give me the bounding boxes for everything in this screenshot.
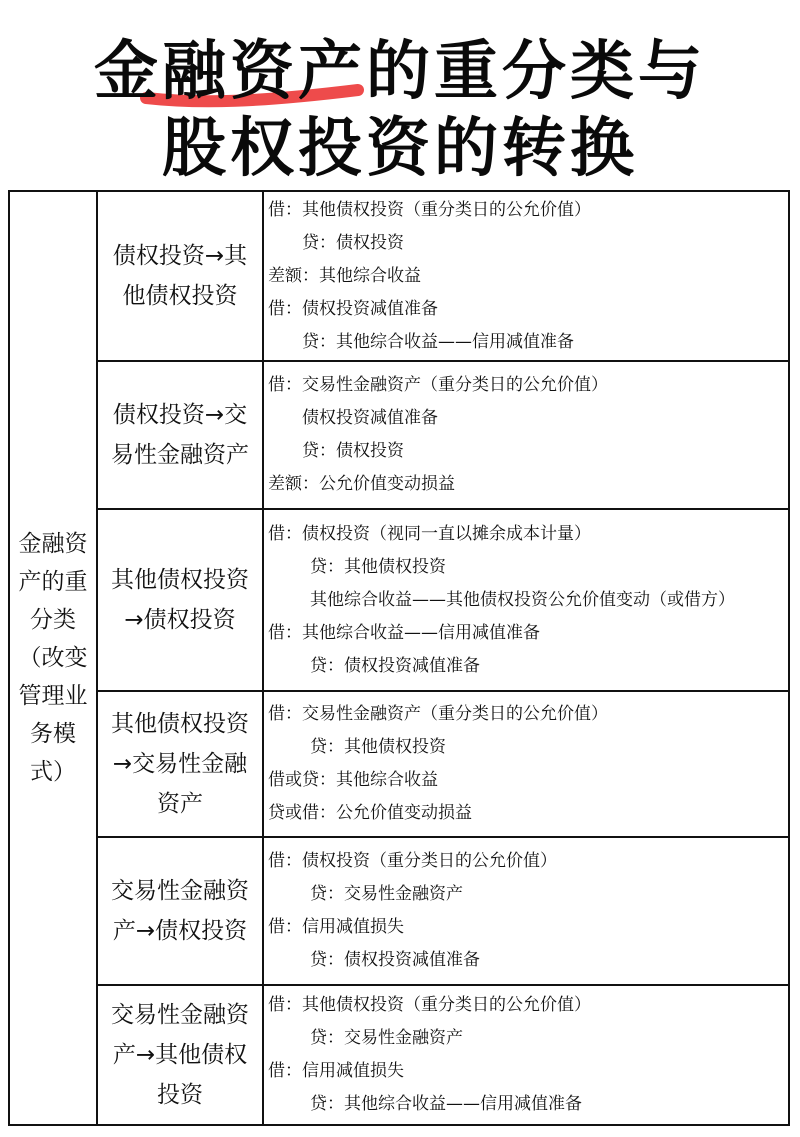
journal-entry-line: 借：交易性金融资产（重分类日的公允价值） bbox=[268, 375, 608, 395]
table-row bbox=[98, 838, 788, 986]
reclassification-table bbox=[8, 190, 790, 1126]
category-cell bbox=[98, 838, 264, 984]
journal-entry-line: 贷：其他债权投资 bbox=[310, 556, 446, 577]
journal-entries bbox=[268, 192, 786, 360]
journal-entry-line: 借：债权投资（视同一直以摊余成本计量） bbox=[268, 523, 591, 544]
journal-entries bbox=[268, 510, 786, 690]
journal-entry-line: 借：其他债权投资（重分类日的公允价值） bbox=[268, 199, 591, 220]
left-group-cell bbox=[10, 192, 98, 1124]
table-row bbox=[98, 692, 788, 838]
journal-entries bbox=[268, 838, 786, 984]
category-label: 债权投资→其他债权投资 bbox=[112, 243, 248, 309]
journal-entry-line: 债权投资减值准备 bbox=[302, 408, 438, 428]
category-label: 交易性金融资产→其他债权投资 bbox=[111, 1002, 249, 1108]
journal-entry-line: 借：信用减值损失 bbox=[268, 1061, 404, 1081]
category-label: 其他债权投资→交易性金融资产 bbox=[111, 711, 249, 817]
journal-entry-line: 其他综合收益——其他债权投资公允价值变动（或借方） bbox=[310, 589, 735, 610]
category-cell bbox=[98, 692, 264, 836]
journal-entry-line: 借：交易性金融资产（重分类日的公允价值） bbox=[268, 704, 608, 724]
page-title-line1: 金融资产的重分类与 bbox=[94, 35, 706, 109]
journal-entry-line: 借：债权投资减值准备 bbox=[268, 298, 438, 319]
table-row bbox=[98, 986, 788, 1124]
journal-entry-line: 差额：公允价值变动损益 bbox=[268, 474, 455, 494]
category-cell bbox=[98, 362, 264, 508]
journal-entry-line: 贷：债权投资 bbox=[302, 232, 404, 253]
journal-entry-line: 借：其他综合收益——信用减值准备 bbox=[268, 622, 540, 643]
journal-entries bbox=[268, 362, 786, 508]
journal-entries bbox=[268, 692, 786, 836]
category-label: 其他债权投资→债权投资 bbox=[111, 567, 249, 633]
category-cell bbox=[98, 986, 264, 1124]
left-group-label: 金融资产的重分类（改变管理业务模式） bbox=[18, 531, 88, 785]
journal-entry-line: 借或贷：其他综合收益 bbox=[268, 770, 438, 790]
journal-entry-line: 贷：其他综合收益——信用减值准备 bbox=[310, 1094, 582, 1114]
journal-entry-line: 贷：交易性金融资产 bbox=[310, 884, 463, 904]
journal-entry-line: 贷：其他债权投资 bbox=[310, 737, 446, 757]
journal-entry-line: 借：信用减值损失 bbox=[268, 917, 404, 937]
category-label: 交易性金融资产→债权投资 bbox=[111, 878, 249, 944]
category-cell bbox=[98, 192, 264, 360]
category-cell bbox=[98, 510, 264, 690]
page-title-line2: 股权投资的转换 bbox=[162, 112, 638, 186]
category-label: 债权投资→交易性金融资产 bbox=[111, 402, 249, 468]
journal-entry-line: 贷或借：公允价值变动损益 bbox=[268, 803, 472, 823]
table-row bbox=[98, 192, 788, 362]
journal-entry-line: 贷：交易性金融资产 bbox=[310, 1028, 463, 1048]
journal-entry-line: 借：其他债权投资（重分类日的公允价值） bbox=[268, 995, 591, 1015]
table-row bbox=[98, 510, 788, 692]
journal-entry-line: 贷：债权投资减值准备 bbox=[310, 655, 480, 676]
journal-entry-line: 贷：其他综合收益——信用减值准备 bbox=[302, 331, 574, 352]
table-row bbox=[98, 362, 788, 510]
journal-entries bbox=[268, 986, 786, 1124]
journal-entry-line: 贷：债权投资 bbox=[302, 441, 404, 461]
journal-entry-line: 借：债权投资（重分类日的公允价值） bbox=[268, 851, 557, 871]
journal-entry-line: 差额：其他综合收益 bbox=[268, 265, 421, 286]
journal-entry-line: 贷：债权投资减值准备 bbox=[310, 950, 480, 970]
